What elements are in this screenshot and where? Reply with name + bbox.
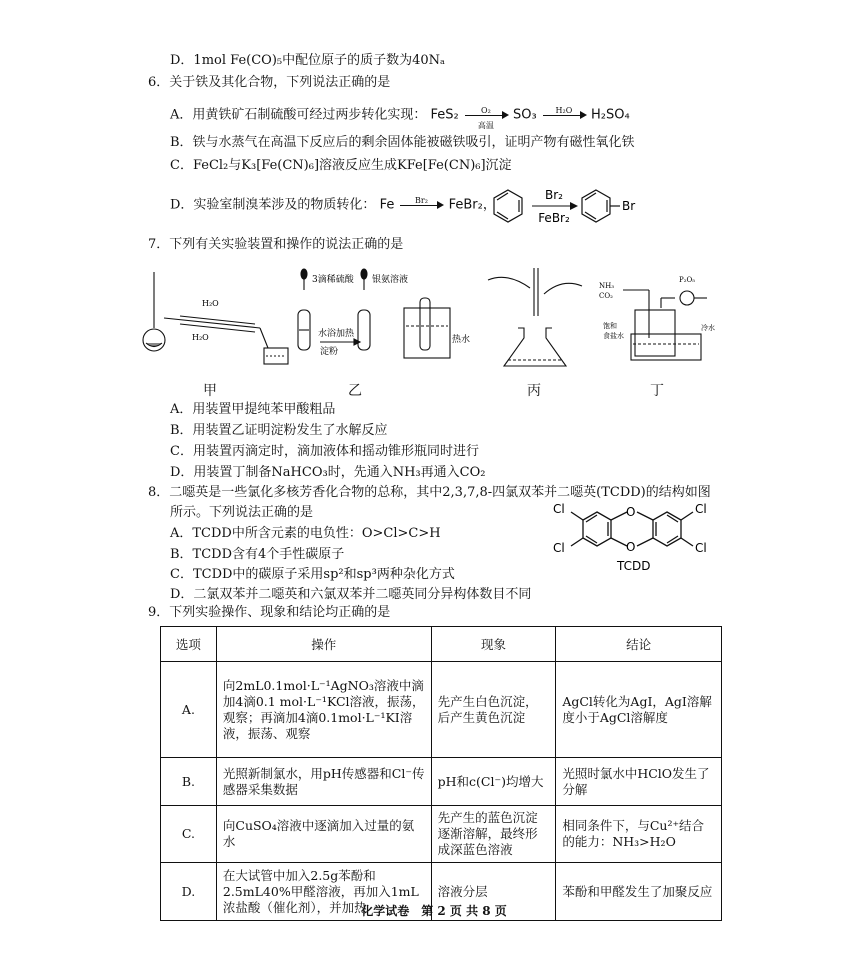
apparatus-ding-p2o5: P₂O₅: [679, 276, 696, 284]
apparatus-yi-acid: 3滴稀硫酸: [312, 275, 354, 285]
apparatus-yi: [290, 268, 470, 372]
q6-d-cond1-top: Br₂: [415, 196, 428, 205]
tcdd-cl-4: Cl: [695, 541, 707, 555]
benzene-bromination-scheme: [488, 184, 648, 228]
q6-option-d-text: D．实验室制溴苯涉及的物质转化：: [170, 197, 376, 213]
benzene-ring-icon: [494, 190, 522, 222]
q7-option-a: A．用装置甲提纯苯甲酸粗品: [170, 402, 336, 417]
q6-d-reactant: Fe: [379, 197, 395, 213]
apparatus-label-yi: 乙: [348, 383, 362, 399]
table-row: [161, 806, 722, 863]
q6-option-a-text: A．用黄铁矿石制硫酸可经过两步转化实现：: [170, 107, 427, 123]
apparatus-ding-nh3: NH₃: [599, 282, 615, 290]
row-option: D.: [161, 863, 217, 921]
row-option: B.: [161, 758, 217, 806]
apparatus-yi-silver: 银氨溶液: [372, 275, 409, 285]
apparatus-ding-brine: 饱和: [603, 322, 617, 330]
row-phenomenon: pH和c(Cl⁻)均增大: [431, 758, 556, 806]
tcdd-label: TCDD: [617, 559, 651, 573]
apparatus-yi-starch: 淀粉: [320, 347, 339, 357]
experiment-table: [160, 626, 722, 921]
q6-option-c: C．FeCl₂与K₃[Fe(CN)₆]溶液反应生成KFe[Fe(CN)₆]沉淀: [170, 158, 512, 173]
apparatus-label-bing: 丙: [527, 383, 541, 399]
apparatus-bing: [478, 268, 588, 374]
row-phenomenon: 先产生白色沉淀，后产生黄色沉淀: [431, 662, 556, 758]
tcdd-cl-2: Cl: [553, 541, 565, 555]
apparatus-ding: [595, 268, 725, 374]
header-phenomenon: 现象: [431, 627, 556, 662]
q6-d-cond2-bot: FeBr₂: [538, 211, 570, 225]
row-operation: 向CuSO₄溶液中逐滴加入过量的氨水: [216, 806, 431, 863]
tcdd-cl-1: Cl: [553, 502, 565, 516]
q9-stem: 9．下列实验操作、现象和结论均正确的是: [148, 605, 391, 620]
q6-a-product: H₂SO₄: [591, 107, 630, 123]
q6-a-intermediate: SO₃: [513, 107, 537, 123]
row-operation: 光照新制氯水，用pH传感器和Cl⁻传感器采集数据: [216, 758, 431, 806]
row-conclusion: AgCl转化为AgI，AgI溶解度小于AgCl溶解度: [556, 662, 722, 758]
q6-a-cond2-top: H₂O: [555, 106, 573, 115]
apparatus-jia: [140, 268, 310, 368]
row-operation: 向2mL0.1mol·L⁻¹AgNO₃溶液中滴加4滴0.1 mol·L⁻¹KCl溶液，振荡，观察；再滴加4滴0.1mol·L⁻¹KI溶液，振荡、观察: [216, 662, 431, 758]
tcdd-oxygen-top: O: [626, 505, 636, 519]
apparatus-ding-co2: CO₂: [599, 292, 613, 300]
header-option: 选项: [161, 627, 217, 662]
reaction-arrow-icon: [398, 196, 444, 214]
q6-a-cond1-top: O₂: [481, 106, 491, 115]
reaction-arrow-icon: [463, 106, 509, 130]
q7-option-b: B．用装置乙证明淀粉发生了水解反应: [170, 423, 388, 438]
apparatus-ding-brine2: 食盐水: [603, 332, 624, 340]
tcdd-oxygen-bottom: O: [626, 540, 636, 554]
q6-option-b: B．铁与水蒸气在高温下反应后的剩余固体能被磁铁吸引，证明产物有磁性氧化铁: [170, 135, 635, 150]
q6-d-br-label: Br: [622, 199, 636, 213]
row-option: C.: [161, 806, 217, 863]
q8-option-b: B．TCDD含有4个手性碳原子: [170, 547, 345, 562]
header-conclusion: 结论: [556, 627, 722, 662]
q6-stem: 6．关于铁及其化合物，下列说法正确的是: [148, 75, 391, 90]
q8-option-a: A．TCDD中所含元素的电负性：O>Cl>C>H: [170, 526, 441, 541]
row-conclusion: 光照时氯水中HClO发生了分解: [556, 758, 722, 806]
q6-option-d: [170, 196, 496, 215]
q6-a-cond1-bot: 高温: [477, 121, 494, 130]
apparatus-jia-water-out: H₂O: [192, 333, 209, 342]
apparatus-jia-water-in: H₂O: [202, 299, 219, 308]
q8-stem-cont: 所示。下列说法正确的是: [170, 505, 314, 520]
apparatus-label-ding: 丁: [650, 383, 664, 399]
q6-a-reactant: FeS₂: [430, 107, 459, 123]
apparatus-label-jia: 甲: [203, 383, 217, 399]
q7-option-c: C．用装置丙滴定时，滴加液体和摇动锥形瓶同时进行: [170, 444, 479, 459]
tcdd-cl-3: Cl: [695, 502, 707, 516]
q6-d-product: FeBr₂，: [448, 197, 496, 213]
q8-option-c: C．TCDD中的碳原子采用sp²和sp³两种杂化方式: [170, 567, 455, 582]
apparatus-yi-hot: 热水: [452, 335, 470, 345]
q6-option-a: [170, 106, 630, 130]
row-conclusion: 苯酚和甲醛发生了加聚反应: [556, 863, 722, 921]
q8-stem: 8．二噁英是一些氯化多核芳香化合物的总称，其中2,3,7,8-四氯双苯并二噁英(TCDD)的结构如图: [148, 485, 711, 500]
q6-d-cond2-top: Br₂: [545, 188, 563, 202]
table-header-row: [161, 627, 722, 662]
row-conclusion: 相同条件下，与Cu²⁺结合的能力：NH₃>H₂O: [556, 806, 722, 863]
apparatus-yi-heat: 水浴加热: [318, 329, 355, 339]
row-option: A.: [161, 662, 217, 758]
header-operation: 操作: [216, 627, 431, 662]
reaction-arrow-icon: [541, 106, 587, 124]
table-row: [161, 662, 722, 758]
q7-stem: 7．下列有关实验装置和操作的说法正确的是: [148, 237, 404, 252]
row-phenomenon: 先产生的蓝色沉淀逐渐溶解，最终形成深蓝色溶液: [431, 806, 556, 863]
apparatus-ding-cold: 冷水: [701, 324, 715, 332]
bromobenzene-ring-icon: [582, 190, 620, 222]
page-footer: 化学试卷 第 2 页 共 8 页: [361, 904, 507, 918]
q5-option-d: D．1mol Fe(CO)₅中配位原子的质子数为40Nₐ: [170, 53, 446, 68]
tcdd-structure: [545, 498, 720, 576]
q7-option-d: D．用装置丁制备NaHCO₃时，先通入NH₃再通入CO₂: [170, 465, 486, 480]
row-phenomenon: 溶液分层: [431, 863, 556, 921]
q8-option-d: D．二氯双苯并二噁英和六氯双苯并二噁英同分异构体数目不同: [170, 587, 532, 602]
table-row: [161, 758, 722, 806]
row-operation: 在大试管中加入2.5g苯酚和2.5mL40%甲醛溶液，再加入1mL浓盐酸（催化剂），并加热: [216, 863, 431, 921]
